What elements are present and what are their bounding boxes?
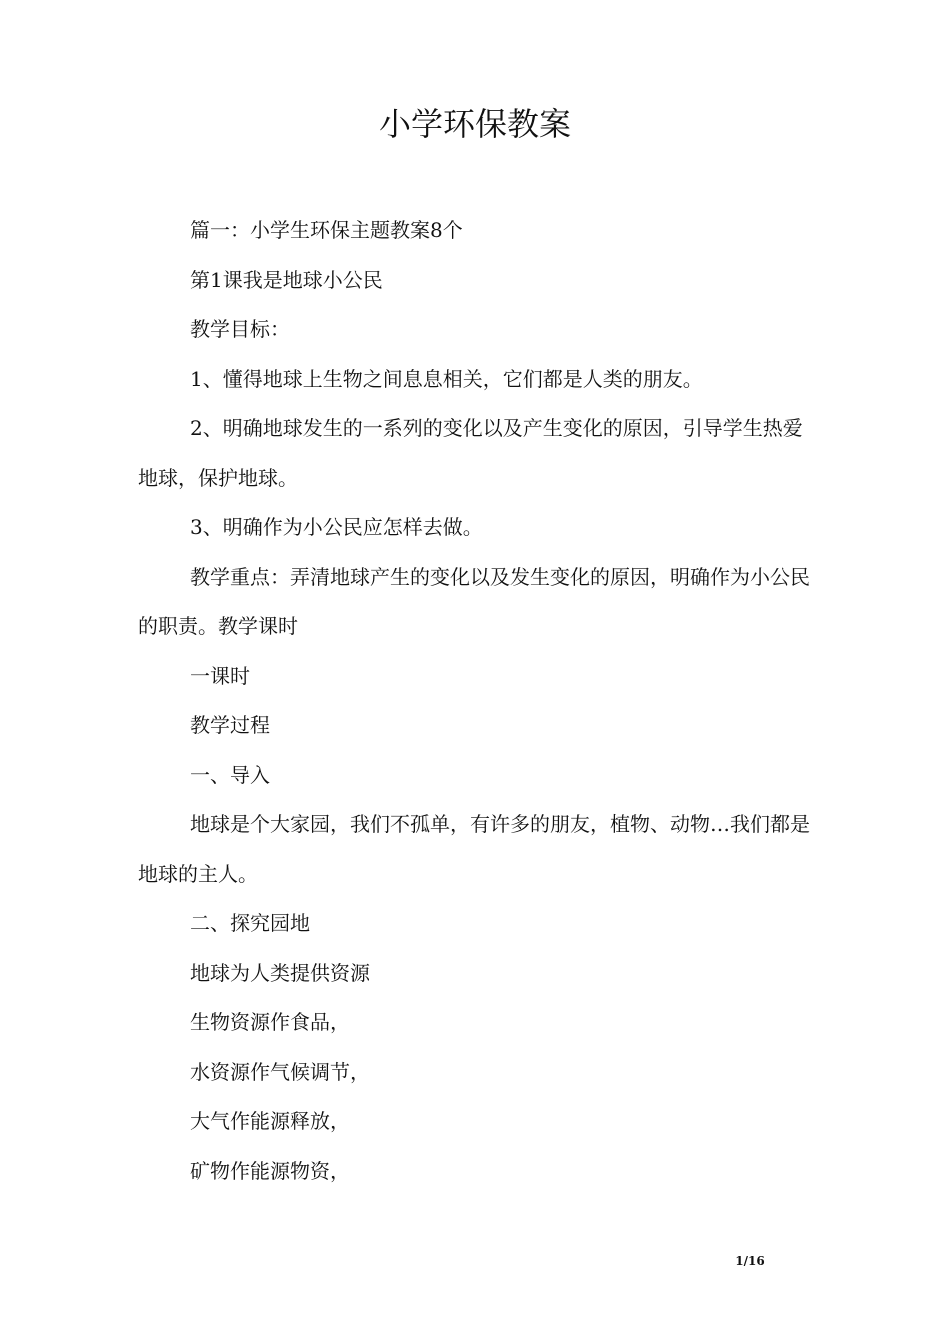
paragraph: 二、探究园地 bbox=[190, 911, 310, 935]
paragraph: 一、导入 bbox=[190, 762, 270, 787]
document-title: 小学环保教案 bbox=[378, 105, 571, 143]
paragraph: 一课时 bbox=[190, 663, 250, 688]
paragraph: 生物资源作食品， bbox=[190, 1010, 350, 1034]
paragraph: 教学重点：弄清地球产生的变化以及发生变化的原因，明确作为小公民的职责。教学课时 bbox=[138, 564, 810, 638]
paragraph: 矿物作能源物资， bbox=[190, 1158, 350, 1183]
paragraph: 教学过程 bbox=[190, 713, 270, 737]
paragraph: 教学目标： bbox=[190, 317, 290, 341]
paragraph: 地球是个大家园，我们不孤单，有许多的朋友，植物、动物…我们都是地球的主人。 bbox=[138, 812, 810, 886]
paragraph: 地球为人类提供资源 bbox=[190, 960, 370, 985]
page-number: 1/16 bbox=[735, 1254, 765, 1268]
paragraph: 2、明确地球发生的一系列的变化以及产生变化的原因，引导学生热爱地球，保护地球。 bbox=[138, 416, 803, 490]
paragraph: 篇一：小学生环保主题教案8个 bbox=[190, 218, 463, 242]
paragraph: 大气作能源释放， bbox=[190, 1109, 350, 1133]
paragraph: 3、明确作为小公民应怎样去做。 bbox=[190, 515, 483, 539]
document-body bbox=[138, 206, 818, 1196]
paragraph: 第1课我是地球小公民 bbox=[190, 267, 383, 292]
paragraph: 1、懂得地球上生物之间息息相关，它们都是人类的朋友。 bbox=[190, 366, 703, 391]
paragraph: 水资源作气候调节， bbox=[190, 1059, 370, 1084]
